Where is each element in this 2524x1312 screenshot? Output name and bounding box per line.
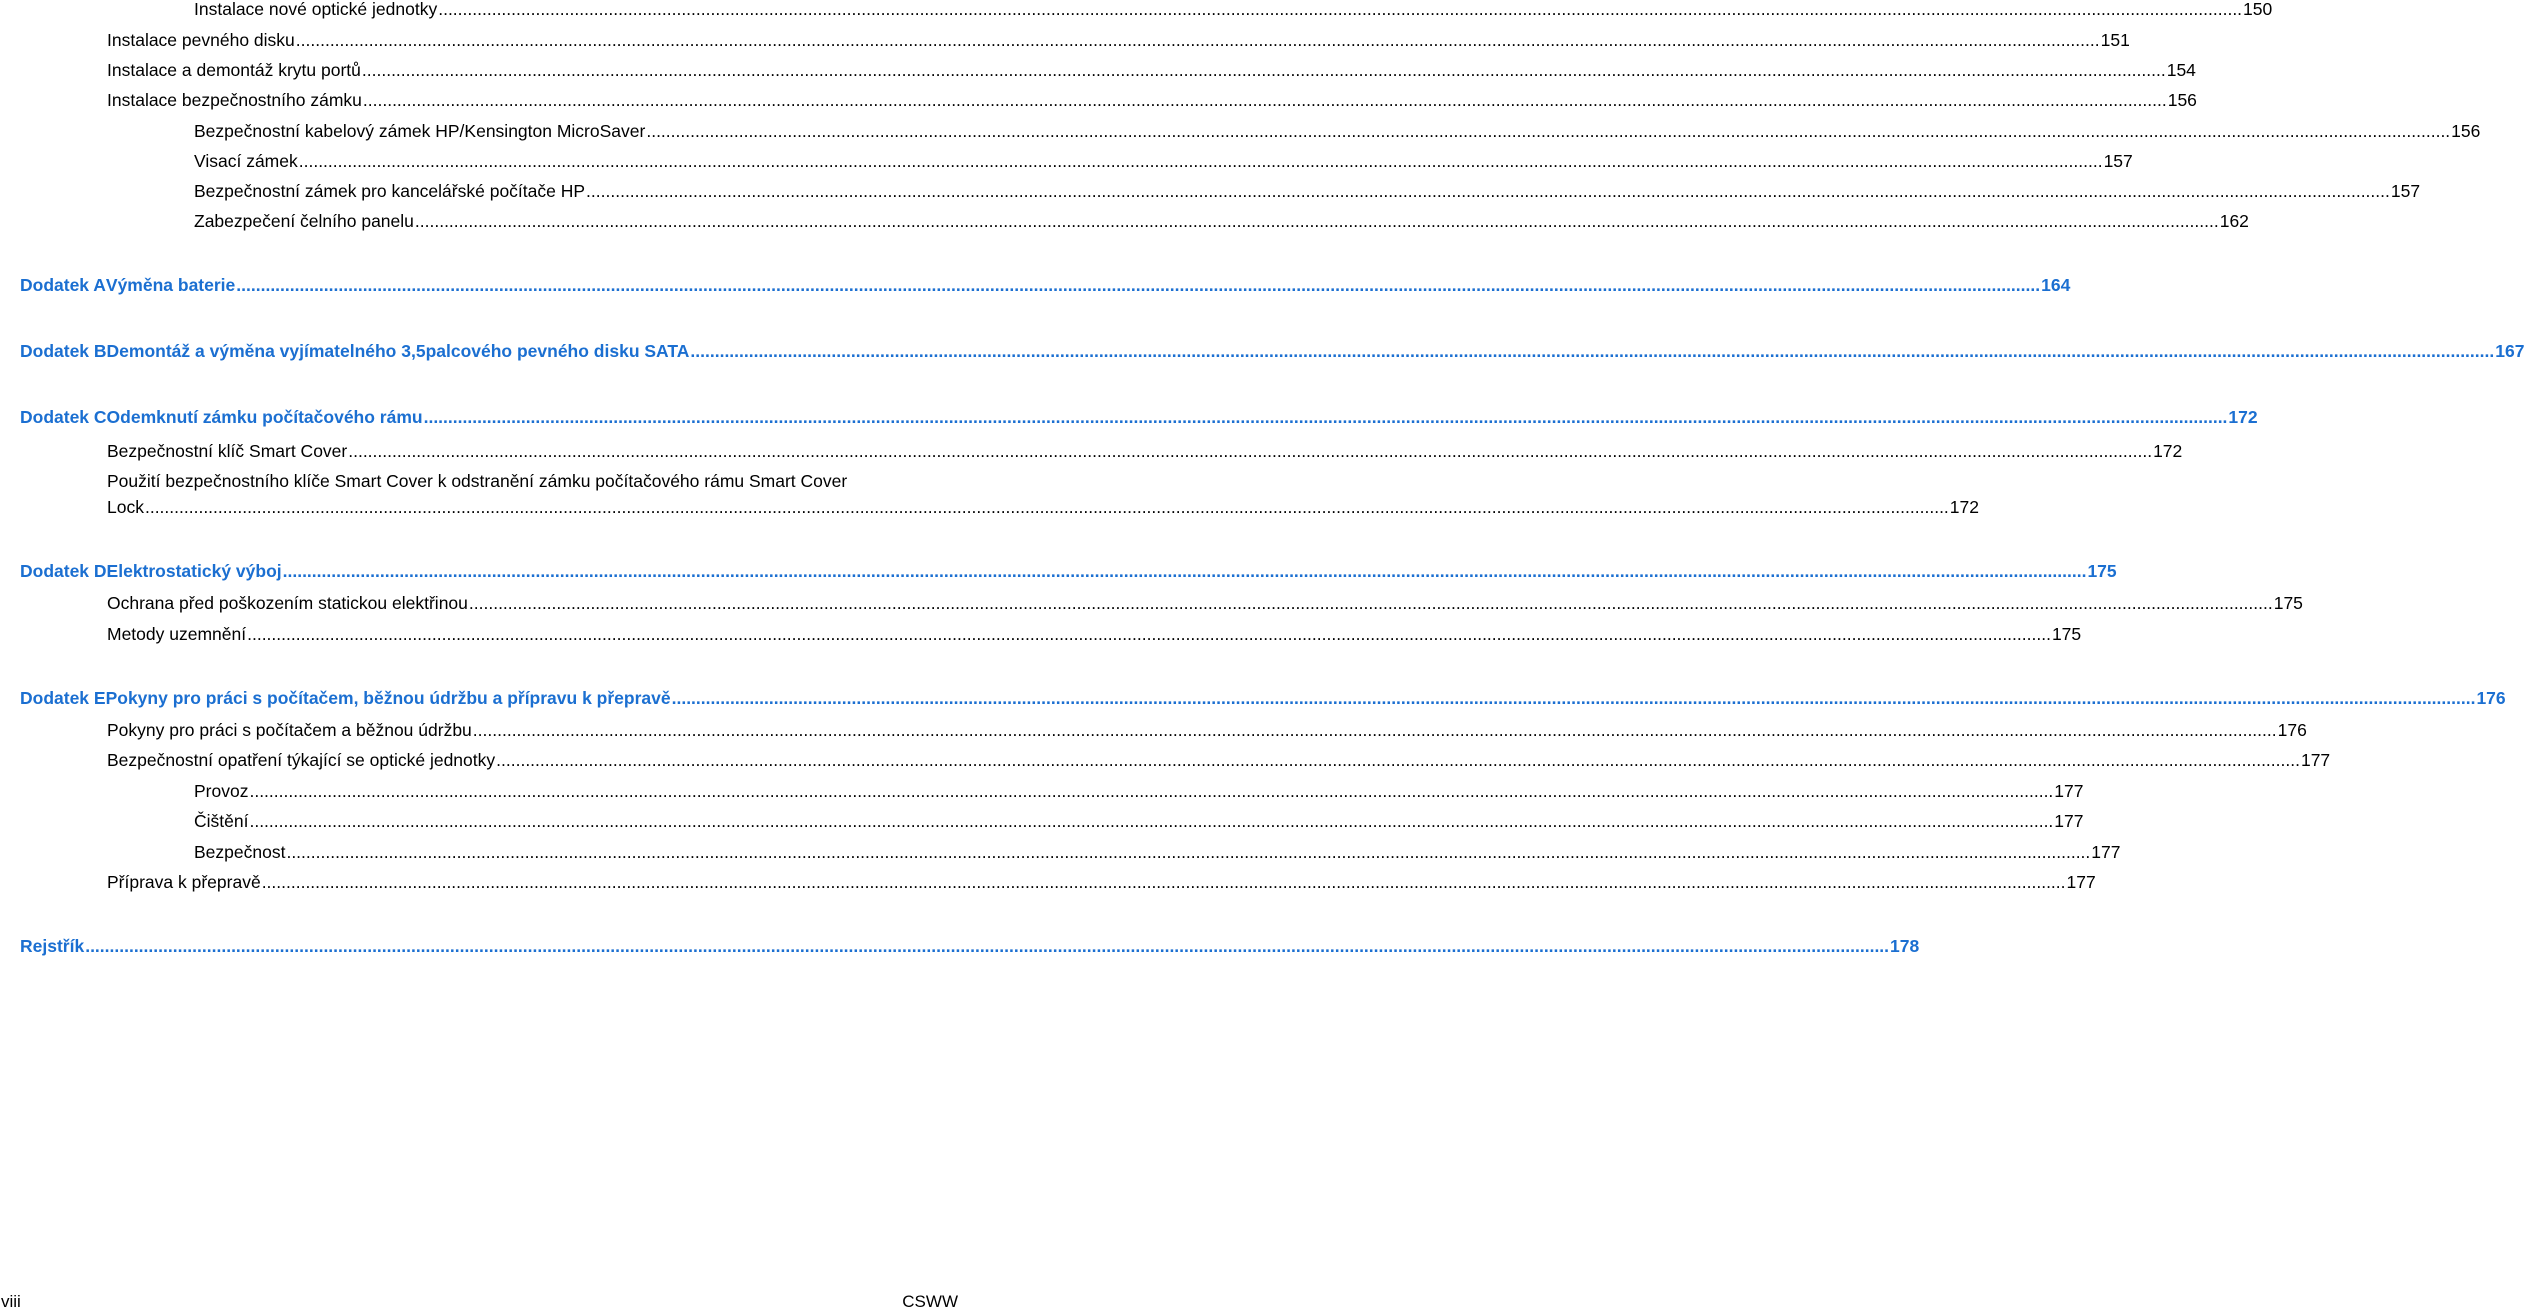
toc-entry-page: 157	[2390, 181, 2421, 201]
toc-chapter[interactable]	[0, 935, 1920, 957]
toc-entry-page: 177	[2054, 781, 2084, 801]
toc-entry-page: 150	[2243, 0, 2273, 19]
leader-dots	[249, 780, 2053, 802]
leader-dots	[362, 59, 2166, 81]
toc-entry-title: Zabezpečení čelního panelu	[194, 211, 414, 231]
leader-dots	[247, 623, 2051, 645]
toc-entry-title: Bezpečnostní kabelový zámek HP/Kensington MicroSaver	[194, 121, 646, 141]
toc-entry[interactable]	[0, 780, 2084, 802]
chapter-page: 178	[1890, 936, 1920, 956]
toc-entry[interactable]	[0, 749, 2331, 771]
leader-dots	[672, 687, 2476, 709]
chapter-page: 176	[2476, 688, 2506, 708]
leader-dots	[690, 340, 2494, 362]
leader-dots	[496, 749, 2300, 771]
toc-entry-page: 156	[2167, 90, 2197, 110]
leader-dots	[363, 89, 2167, 111]
leader-dots	[646, 120, 2450, 142]
leader-dots	[415, 210, 2219, 232]
leader-dots	[85, 935, 1889, 957]
toc-chapter[interactable]	[0, 274, 2071, 296]
leader-dots	[283, 560, 2087, 582]
toc-entry-page: 177	[2054, 811, 2084, 831]
toc-entry-page: 177	[2091, 842, 2121, 862]
toc-entry-title: Instalace pevného disku	[107, 30, 295, 50]
chapter-page: 167	[2495, 341, 2524, 361]
chapter-title: Demontáž a výměna vyjímatelného 3,5palcového pevného disku SATA	[106, 341, 690, 361]
chapter-label: Dodatek E	[20, 688, 106, 708]
leader-dots	[438, 0, 2242, 20]
toc-entry-title: Pokyny pro práci s počítačem a běžnou údržbu	[107, 720, 472, 740]
toc-entry[interactable]	[0, 623, 2082, 645]
leader-dots	[286, 841, 2090, 863]
toc-entry-title: Čištění	[194, 811, 249, 831]
leader-dots	[296, 29, 2100, 51]
toc-chapter[interactable]	[0, 687, 2506, 709]
toc-entry-page: 175	[2051, 624, 2082, 644]
toc-entry[interactable]	[0, 0, 2273, 20]
toc-chapter[interactable]	[0, 560, 2117, 582]
footer-doc-code: CSWW	[902, 1292, 958, 1311]
leader-dots	[473, 719, 2277, 741]
toc-entry[interactable]	[0, 180, 2421, 202]
toc-entry[interactable]	[0, 871, 2096, 893]
toc-entry[interactable]	[0, 210, 2249, 232]
chapter-title: Odemknutí zámku počítačového rámu	[106, 407, 423, 427]
toc-entry-page: 176	[2277, 720, 2307, 740]
toc-entry[interactable]	[0, 59, 2196, 81]
leader-dots	[249, 810, 2053, 832]
leader-dots	[469, 592, 2273, 614]
toc-entry-title: Instalace bezpečnostního zámku	[107, 90, 362, 110]
toc-entry-page: 156	[2451, 121, 2481, 141]
chapter-title: Výměna baterie	[105, 275, 236, 295]
toc-entry[interactable]	[0, 810, 2084, 832]
toc-entry-title: Bezpečnostní opatření týkající se optické jednotky	[107, 750, 496, 770]
toc-entry-title: Visací zámek	[194, 151, 298, 171]
toc-entry-page: 151	[2100, 30, 2130, 50]
leader-dots	[586, 180, 2390, 202]
toc-chapter[interactable]	[0, 406, 2258, 428]
toc-entry-page: 154	[2166, 60, 2196, 80]
toc-entry-title-line2: Lock	[107, 497, 144, 517]
leader-dots	[348, 440, 2152, 462]
toc-entry-page: 162	[2219, 211, 2249, 231]
toc-entry[interactable]	[0, 120, 2481, 142]
toc-entry[interactable]	[0, 470, 1979, 518]
toc-entry-page: 172	[1949, 497, 1979, 517]
toc-entry-title: Provoz	[194, 781, 249, 801]
toc-chapter[interactable]	[0, 340, 2524, 362]
leader-dots	[145, 496, 1949, 518]
chapter-label: Dodatek A	[20, 275, 106, 295]
leader-dots	[262, 871, 2066, 893]
toc-entry-page: 177	[2300, 750, 2331, 770]
toc-entry-title: Instalace nové optické jednotky	[194, 0, 438, 19]
leader-dots	[424, 406, 2228, 428]
leader-dots	[299, 150, 2103, 172]
chapter-title: Rejstřík	[20, 936, 85, 956]
toc-entry-page: 157	[2103, 151, 2133, 171]
chapter-page: 175	[2087, 561, 2117, 581]
leader-dots	[236, 274, 2040, 296]
toc-entry-title: Bezpečnostní zámek pro kancelářské počítače HP	[194, 181, 586, 201]
toc-entry[interactable]	[0, 719, 2307, 741]
chapter-title: Pokyny pro práci s počítačem, běžnou údržbu a přípravu k přepravě	[105, 688, 671, 708]
toc-entry[interactable]	[0, 592, 2303, 614]
toc-entry[interactable]	[0, 89, 2197, 111]
toc-entry[interactable]	[0, 29, 2130, 51]
toc-entry-page: 175	[2273, 593, 2303, 613]
toc-entry-title: Příprava k přepravě	[107, 872, 261, 892]
footer-page-number: viii	[1, 1292, 21, 1311]
chapter-page: 172	[2228, 407, 2258, 427]
chapter-label: Dodatek B	[20, 341, 107, 361]
chapter-title: Elektrostatický výboj	[106, 561, 282, 581]
chapter-page: 164	[2041, 275, 2071, 295]
toc-entry-title-line1: Použití bezpečnostního klíče Smart Cover k odstranění zámku počítačového rámu Smart Cover	[107, 471, 848, 491]
chapter-label: Dodatek D	[20, 561, 107, 581]
toc-entry-title: Bezpečnost	[194, 842, 286, 862]
toc-entry-title: Metody uzemnění	[107, 624, 247, 644]
chapter-label: Dodatek C	[20, 407, 107, 427]
toc-entry-page: 177	[2066, 872, 2096, 892]
toc-entry[interactable]	[0, 841, 2121, 863]
toc-entry[interactable]	[0, 440, 2183, 462]
toc-entry-page: 172	[2153, 441, 2183, 461]
toc-entry-title: Ochrana před poškozením statickou elektřinou	[107, 593, 468, 613]
toc-entry[interactable]	[0, 150, 2133, 172]
toc-entry-title: Instalace a demontáž krytu portů	[107, 60, 361, 80]
toc-entry-title: Bezpečnostní klíč Smart Cover	[107, 441, 348, 461]
